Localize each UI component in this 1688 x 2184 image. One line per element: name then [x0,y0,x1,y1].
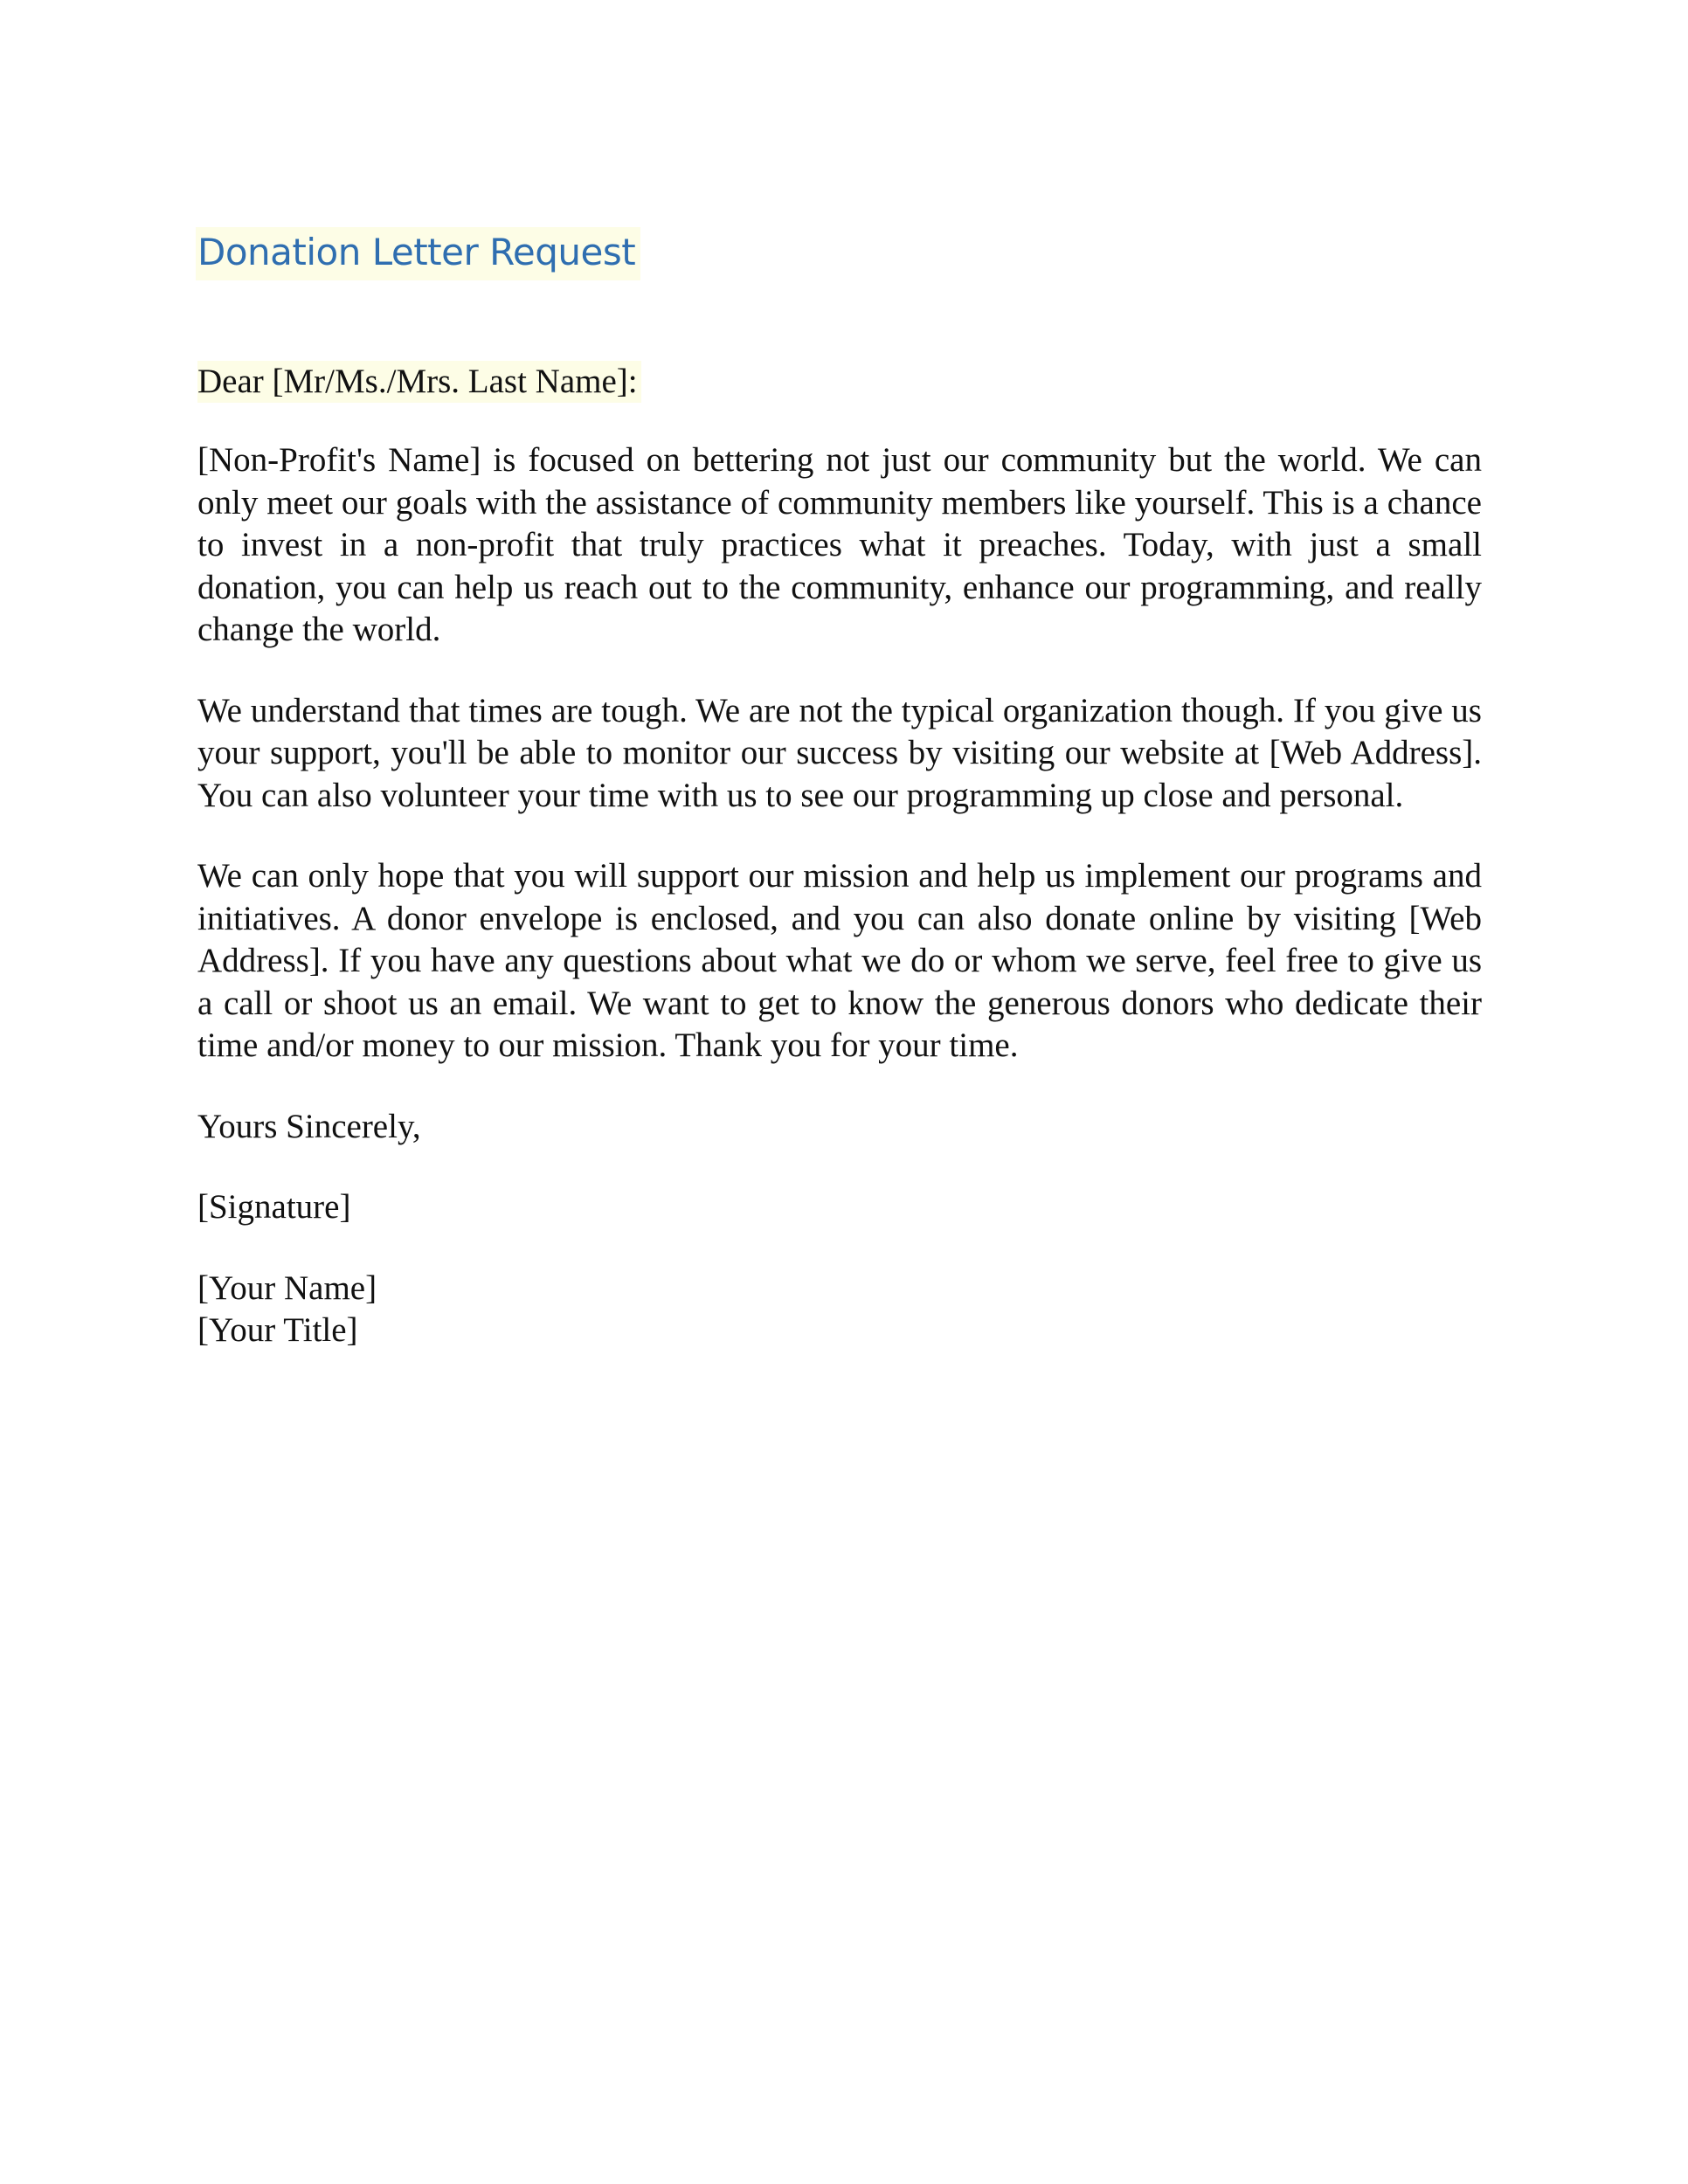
letter-body [197,227,1482,1352]
signature: [Signature] [197,1188,351,1226]
paragraph-support: We understand that times are tough. We are not the typical organization though. If you give us your support, you'll be able to monitor our success by visiting our website at [Web Address]. You can also volunteer your time with us to see our programming up close and personal. [197,691,1482,814]
paragraph-intro: [Non-Profit's Name] is focused on bettering not just our community but the world. We can only meet our goals with the assistance of community members like yourself. This is a chance to invest in a non-profit that truly practices what it preaches. Today, with just a small donation, you can help us reach out to the community, enhance our programming, and really change the world. [197,441,1482,648]
document-title: Donation Letter Request [196,227,640,280]
salutation: Dear [Mr/Ms./Mrs. Last Name]: [197,361,641,403]
closing: Yours Sincerely, [197,1107,421,1145]
sender-name: [Your Name] [197,1268,377,1307]
paragraph-appeal: We can only hope that you will support our mission and help us implement our programs and initiatives. A donor envelope is enclosed, and you can also donate online by visiting [Web Address]. If you have any questions about what we do or whom we serve, feel free to give us a call or shoot us an email. We want to get to know the generous donors who dedicate their time and/or money to our mission. Thank you for your time. [197,857,1482,1064]
salutation-wrap [197,361,1482,439]
sender-title: [Your Title] [197,1311,358,1349]
